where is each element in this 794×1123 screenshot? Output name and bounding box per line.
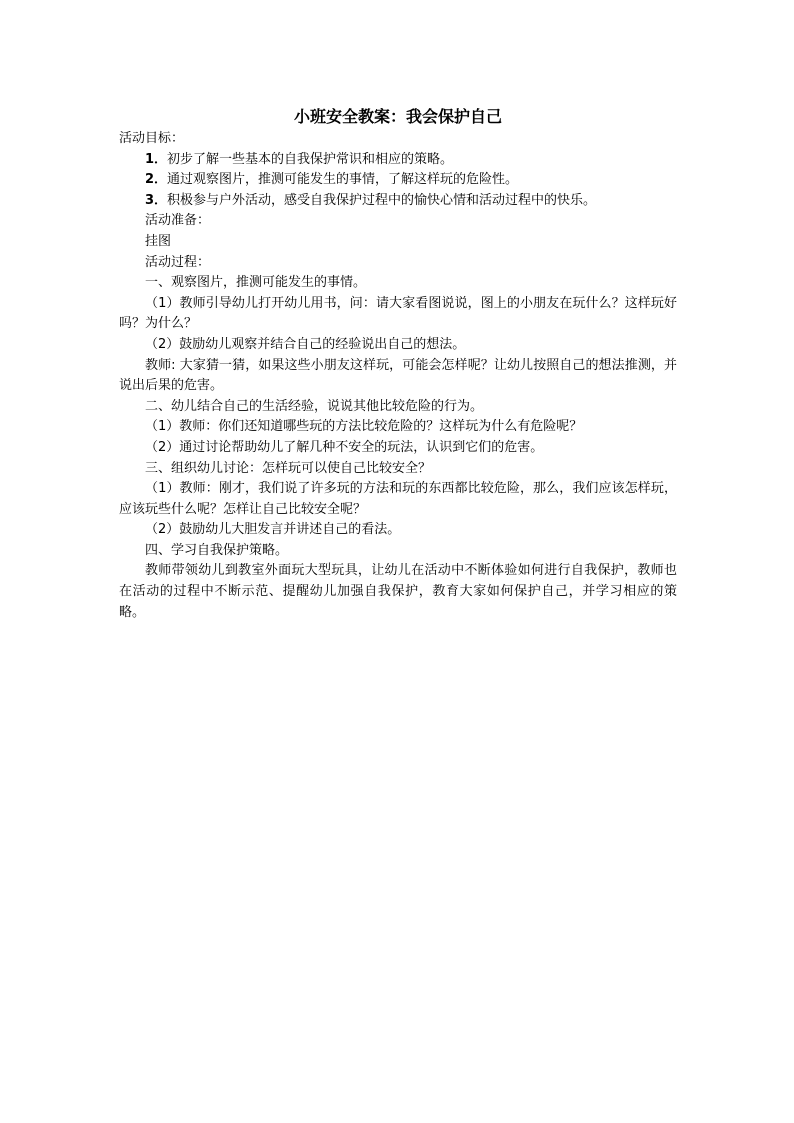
section-1-paragraph-2: （2）鼓励幼儿观察并结合自己的经验说出自己的想法。: [145, 336, 466, 352]
goal-item-2: [119, 170, 677, 191]
section-1-paragraph-1: （1）教师引导幼儿打开幼儿用书，问：请大家看图说说，图上的小朋友在玩什么？这样玩好吗？为什么？: [119, 295, 677, 332]
goal-text-2: 通过观察图片，推测可能发生的事情，了解这样玩的危险性。: [167, 172, 519, 188]
section-3-paragraph-2: （2）鼓励幼儿大胆发言并讲述自己的看法。: [145, 522, 401, 538]
goals-heading: 活动目标：: [119, 131, 185, 146]
goal-text-1: 初步了解一些基本的自我保护常识和相应的策略。: [167, 151, 454, 167]
section-2-paragraph-2: （2）通过讨论帮助幼儿了解几种不安全的玩法，认识到它们的危害。: [145, 439, 544, 455]
section-3-paragraph-1: （1）教师：刚才，我们说了许多玩的方法和玩的东西都比较危险，那么，我们应该怎样玩，应该玩些什么呢？怎样让自己比较安全呢？: [119, 481, 677, 517]
prep-heading: 活动准备：: [145, 213, 211, 229]
process-heading: 活动过程：: [145, 254, 211, 270]
document-title: 小班安全教案：我会保护自己: [293, 107, 502, 126]
section-2-paragraph-1: （1）教师：你们还知道哪些玩的方法比较危险的？这样玩为什么有危险呢？: [145, 419, 583, 435]
section-4-heading: 四、学习自我保护策略。: [145, 542, 289, 558]
goal-number-1: 1．: [145, 151, 168, 167]
section-1-heading: 一、观察图片，推测可能发生的事情。: [145, 275, 367, 291]
goal-number-2: 2．: [145, 172, 168, 188]
section-1-paragraph-3: 教师: 大家猜一猜，如果这些小朋友这样玩，可能会怎样呢？让幼儿按照自己的想法推测，并说出后果的危害。: [119, 357, 677, 394]
section-4-paragraph-1: 教师带领幼儿到教室外面玩大型玩具，让幼儿在活动中不断体验如何进行自我保护，教师也在活动的过程中不断示范、提醒幼儿加强自我保护，教育大家如何保护自己，并学习相应的策略。: [119, 563, 677, 620]
goal-item-3: [119, 191, 677, 212]
document-body: [119, 106, 677, 623]
goal-text-3: 积极参与户外活动，感受自我保护过程中的愉快心情和活动过程中的快乐。: [167, 192, 597, 208]
goal-item-1: [119, 150, 677, 171]
section-3-heading: 三、组织幼儿讨论：怎样玩可以使自己比较安全？: [145, 460, 432, 476]
section-2-heading: 二、幼儿结合自己的生活经验，说说其他比较危险的行为。: [145, 398, 484, 414]
goal-number-3: 3．: [145, 192, 168, 208]
prep-item: 挂图: [145, 233, 172, 249]
